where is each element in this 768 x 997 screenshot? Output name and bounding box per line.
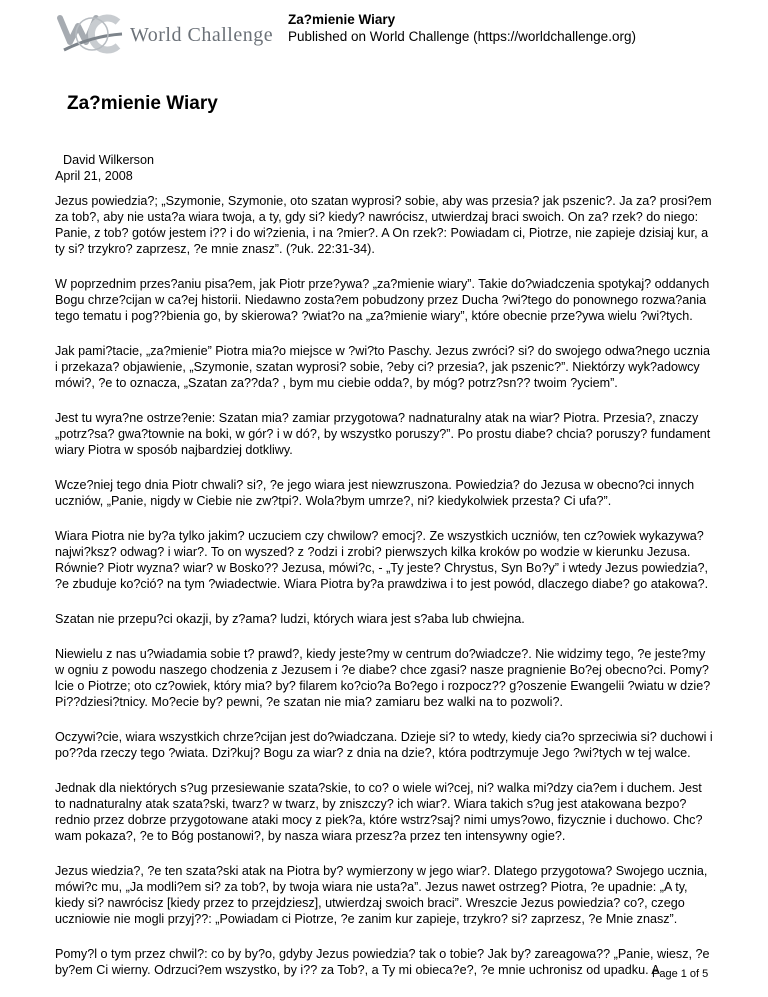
- paragraph: Jezus wiedzia?, ?e ten szata?ski atak na Piotra by? wymierzony w jego wiar?. Dlatego przygotowa? Swojego ucznia, mówi?c mu, „Ja modli?em si? za tob?, by twoja wiara nie usta?a”. Jezus nawet ostrzeg? Piotra, ?e upadnie: „A ty, kiedy si? nawrócisz [kiedy przez to przejdziesz], utwierdzaj swoich braci”. Wreszcie Jezus powiedzia? co?, czego uczniowie nie mogli przyj??: „Powiadam ci Piotrze, ?e zanim kur zapieje, trzykro? si? zaprzesz, ?e Mnie znasz”.: [55, 864, 708, 926]
- paragraph: Szatan nie przepu?ci okazji, by z?ama? ludzi, których wiara jest s?aba lub chwiejna.: [55, 612, 525, 626]
- paragraph: Wcze?niej tego dnia Piotr chwali? si?, ?e jego wiara jest niewzruszona. Powiedzia? do Jezusa w obecno?ci innych uczniów, „Panie, nigdy w Ciebie nie zw?tpi?. Wola?bym umrze?, ni? kiedykolwiek przesta? Ci ufa?”.: [55, 478, 695, 508]
- header-published: Published on World Challenge (https://worldchallenge.org): [288, 29, 636, 44]
- header-info: [288, 11, 636, 45]
- paragraph: Wiara Piotra nie by?a tylko jakim? uczuciem czy chwilow? emocj?. Ze wszystkich uczniów, ten cz?owiek wykazywa? najwi?ksz? odwag? i wiar?. To on wyszed? z ?odzi i zrobi? pierwszych kilka kroków po wodzie w kierunku Jezusa. Równie? Piotr wyzna? wiar? w Bosko?? Jezusa, mówi?c, - „Ty jeste? Chrystus, Syn Bo?y” i wtedy Jezus powiedzia?, ?e zbuduje ko?ció? na tym ?wiadectwie. Wiara Piotra by?a prawdziwa i to jest powód, dlaczego diabe? go atakowa?.: [55, 529, 709, 591]
- article-body: [55, 193, 715, 997]
- author-name: David Wilkerson: [63, 153, 154, 167]
- paragraph: Jezus powiedzia?; „Szymonie, Szymonie, oto szatan wyprosi? sobie, aby was przesia? jak pszenic?. Ja za? prosi?em za tob?, aby nie usta?a wiara twoja, a ty, gdy si? kiedy? nawrócisz, utwierdzaj braci swoich. On za? rzek? do niego: Panie, z tob? gotów jestem i?? i do wi?zienia, i na ?mier?. A On rzek?: Powiadam ci, Piotrze, nie zapieje dzisiaj kur, a ty si? trzykro? zaprzesz, ?e mnie znasz”. (?uk. 22:31-34).: [55, 194, 712, 256]
- paragraph: W poprzednim przes?aniu pisa?em, jak Piotr prze?ywa? „za?mienie wiary”. Takie do?wiadczenia spotykaj? oddanych Bogu chrze?cijan w ca?ej historii. Niedawno zosta?em pobudzony przez Ducha ?wi?tego do ponownego rozwa?ania tego tematu i pog??bienia go, by skierowa? ?wiat?o na „za?mienie wiary”, które obecnie prze?ywa wielu ?wi?tych.: [55, 277, 710, 323]
- wc-logo-icon: [56, 12, 128, 56]
- paragraph: Jest tu wyra?ne ostrze?enie: Szatan mia? zamiar przygotowa? nadnaturalny atak na wiar? Piotra. Przesia?, znaczy „potrz?sa? gwa?townie na boki, w gór? i w dó?, by wszystko poruszy?”. Po prostu diabe? chcia? poruszy? fundament wiary Piotra w sposób najbardziej dotkliwy.: [55, 411, 711, 457]
- paragraph: Jednak dla niektórych s?ug przesiewanie szata?skie, to co? o wiele wi?cej, ni? walka mi?dzy cia?em i duchem. Jest to nadnaturalny atak szata?ski, twarz? w twarz, by zniszczy? ich wiar?. Wiara takich s?ug jest atakowana bezpo?rednio przez dobrze przygotowane ataki mocy z piek?a, które wstrz?saj? nimi umys?owo, fizycznie i duchowo. Chc? wam pokaza?, ?e to Bóg postanowi?, by nasza wiara przesz?a przez ten intensywny ogie?.: [55, 781, 703, 843]
- logo-text: World Challenge: [130, 23, 274, 46]
- world-challenge-logo: [56, 12, 273, 56]
- page-header: [0, 0, 768, 60]
- byline: [55, 152, 154, 184]
- paragraph: Pomy?l o tym przez chwil?: co by by?o, gdyby Jezus powiedzia? tak o tobie? Jak by? zareagowa?? „Panie, wiesz, ?e by?em Ci wierny. Odrzuci?em wszystko, by i?? za Tob?, a Ty mi obieca?e?, ?e mnie uchronisz od upadku. A: [55, 947, 710, 977]
- paragraph: Jak pami?tacie, „za?mienie” Piotra mia?o miejsce w ?wi?to Paschy. Jezus zwróci? si? do swojego odwa?nego ucznia i przekaza? objawienie, „Szymonie, szatan wyprosi? sobie, ?eby ci? przesia?, jak pszenic?”. Niektórzy wyk?adowcy mówi?, ?e to oznacza, „Szatan za??da? , bym mu ciebie odda?, by móg? potrz?sn?? twoim ?yciem”.: [55, 344, 710, 390]
- article-title: Za?mienie Wiary: [67, 93, 218, 114]
- paragraph: Oczywi?cie, wiara wszystkich chrze?cijan jest do?wiadczana. Dzieje si? to wtedy, kiedy cia?o sprzeciwia si? duchowi i po??da rzeczy tego ?wiata. Dzi?kuj? Bogu za wiar? z dnia na dzie?, która podtrzymuje Jego ?wi?tych w tej walce.: [55, 730, 713, 760]
- header-title: Za?mienie Wiary: [288, 12, 396, 27]
- paragraph: Niewielu z nas u?wiadamia sobie t? prawd?, kiedy jeste?my w centrum do?wiadcze?. Nie widzimy tego, ?e jeste?my w ogniu z powodu naszego chodzenia z Jezusem i ?e diabe? chce zgasi? nasze pragnienie Bo?ej obecno?ci. Pomy?lcie o Piotrze; oto cz?owiek, który mia? by? filarem ko?cio?a Bo?ego i rozpocz?? g?oszenie Ewangelii ?wiatu w dzie? Pi??dziesi?tnicy. Mo?ecie by? pewni, ?e szatan nie mia? zamiaru bez walki na to pozwoli?.: [55, 647, 711, 709]
- page-number: Page 1 of 5: [652, 968, 709, 980]
- publish-date: April 21, 2008: [55, 169, 133, 183]
